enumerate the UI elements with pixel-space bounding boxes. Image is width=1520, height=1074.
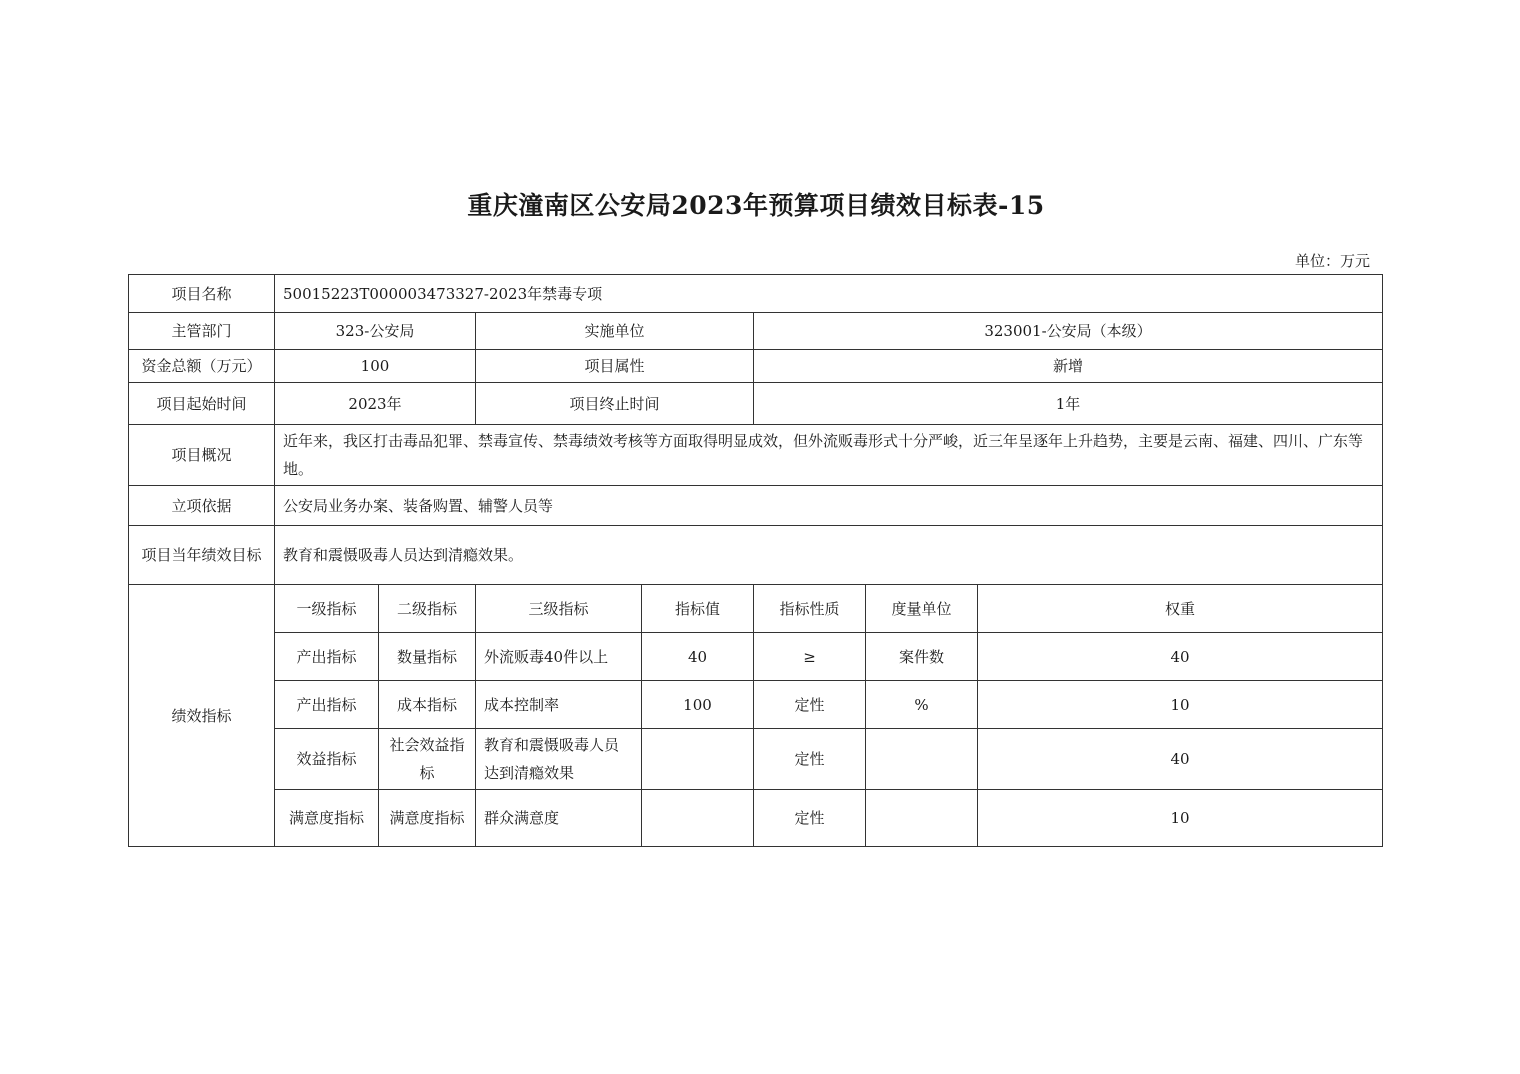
indicator-header-row xyxy=(129,585,1383,633)
row-goal xyxy=(129,526,1383,585)
indicators-section-label: 绩效指标 xyxy=(129,585,275,847)
header-level2: 二级指标 xyxy=(379,585,476,633)
indicator-level2: 满意度指标 xyxy=(379,790,476,847)
indicator-level3: 群众满意度 xyxy=(476,790,642,847)
indicator-nature: 定性 xyxy=(754,681,866,729)
indicator-row xyxy=(129,681,1383,729)
goal-label: 项目当年绩效目标 xyxy=(129,526,275,585)
indicator-level3: 外流贩毒40件以上 xyxy=(476,633,642,681)
impl-unit-label: 实施单位 xyxy=(476,313,754,350)
indicator-unit: % xyxy=(866,681,978,729)
indicator-unit xyxy=(866,790,978,847)
indicator-unit: 案件数 xyxy=(866,633,978,681)
end-time-value: 1年 xyxy=(754,383,1383,425)
indicator-value: 40 xyxy=(642,633,754,681)
attr-value: 新增 xyxy=(754,350,1383,383)
page-title: 重庆潼南区公安局2023年预算项目绩效目标表-15 xyxy=(467,191,1045,220)
indicator-weight: 40 xyxy=(978,729,1383,790)
row-overview xyxy=(129,425,1383,486)
indicator-weight: 40 xyxy=(978,633,1383,681)
indicator-nature: ≥ xyxy=(754,633,866,681)
indicator-level3: 教育和震慑吸毒人员达到清瘾效果 xyxy=(476,729,642,790)
project-name-value: 50015223T000003473327-2023年禁毒专项 xyxy=(275,275,1383,313)
indicator-weight: 10 xyxy=(978,790,1383,847)
start-time-value: 2023年 xyxy=(275,383,476,425)
funds-value: 100 xyxy=(275,350,476,383)
indicator-nature: 定性 xyxy=(754,790,866,847)
basis-value: 公安局业务办案、装备购置、辅警人员等 xyxy=(275,486,1383,526)
header-level1: 一级指标 xyxy=(275,585,379,633)
row-funds xyxy=(129,350,1383,383)
row-project-name xyxy=(129,275,1383,313)
indicator-level2: 成本指标 xyxy=(379,681,476,729)
indicator-row xyxy=(129,729,1383,790)
funds-label: 资金总额（万元） xyxy=(129,350,275,383)
header-unit: 度量单位 xyxy=(866,585,978,633)
impl-unit-value: 323001-公安局（本级） xyxy=(754,313,1383,350)
row-dept xyxy=(129,313,1383,350)
indicator-level3: 成本控制率 xyxy=(476,681,642,729)
indicator-level2: 社会效益指标 xyxy=(379,729,476,790)
indicator-value: 100 xyxy=(642,681,754,729)
dept-label: 主管部门 xyxy=(129,313,275,350)
indicator-value xyxy=(642,790,754,847)
indicator-unit xyxy=(866,729,978,790)
end-time-label: 项目终止时间 xyxy=(476,383,754,425)
project-name-label: 项目名称 xyxy=(129,275,275,313)
indicator-row xyxy=(129,633,1383,681)
dept-value: 323-公安局 xyxy=(275,313,476,350)
start-time-label: 项目起始时间 xyxy=(129,383,275,425)
indicator-level2: 数量指标 xyxy=(379,633,476,681)
indicator-level1: 产出指标 xyxy=(275,633,379,681)
goal-value: 教育和震慑吸毒人员达到清瘾效果。 xyxy=(275,526,1383,585)
basis-label: 立项依据 xyxy=(129,486,275,526)
indicator-row xyxy=(129,790,1383,847)
header-nature: 指标性质 xyxy=(754,585,866,633)
indicator-level1: 效益指标 xyxy=(275,729,379,790)
indicator-value xyxy=(642,729,754,790)
overview-label: 项目概况 xyxy=(129,425,275,486)
indicator-nature: 定性 xyxy=(754,729,866,790)
header-value: 指标值 xyxy=(642,585,754,633)
unit-label: 单位：万元 xyxy=(1294,252,1370,270)
indicator-level1: 产出指标 xyxy=(275,681,379,729)
indicator-weight: 10 xyxy=(978,681,1383,729)
performance-table xyxy=(128,274,1383,847)
row-basis xyxy=(129,486,1383,526)
header-level3: 三级指标 xyxy=(476,585,642,633)
overview-value: 近年来，我区打击毒品犯罪、禁毒宣传、禁毒绩效考核等方面取得明显成效，但外流贩毒形式十分严峻，近三年呈逐年上升趋势，主要是云南、福建、四川、广东等地。 xyxy=(275,425,1383,486)
header-weight: 权重 xyxy=(978,585,1383,633)
indicator-level1: 满意度指标 xyxy=(275,790,379,847)
row-time xyxy=(129,383,1383,425)
attr-label: 项目属性 xyxy=(476,350,754,383)
